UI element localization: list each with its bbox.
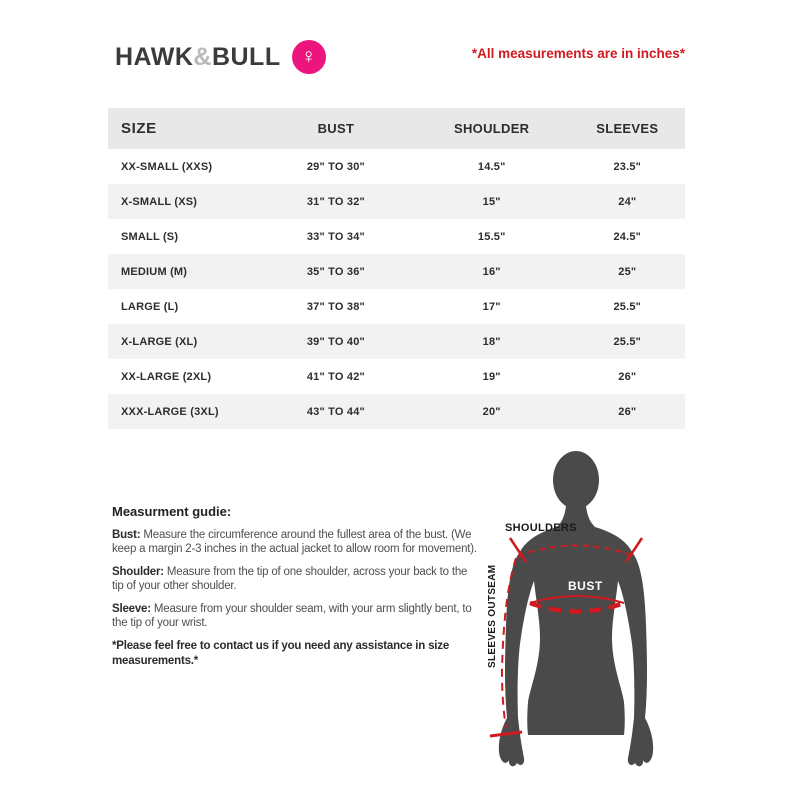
brand-name (115, 42, 281, 71)
table-row (108, 394, 685, 429)
shoulder-cell: 17" (482, 300, 501, 313)
size-cell: SMALL (S) (121, 230, 179, 243)
size-cell: LARGE (L) (121, 300, 179, 313)
bust-cell: 41" TO 42" (306, 370, 365, 383)
guide-bust-paragraph (112, 528, 480, 557)
sleeves-cell: 25" (618, 265, 637, 278)
brand-name-secondary: BULL (211, 42, 281, 71)
guide-title: Measurment gudie: (112, 504, 232, 519)
shoulder-cell: 16" (482, 265, 501, 278)
sleeves-cell: 25.5" (613, 300, 642, 313)
shoulders-label: SHOULDERS (505, 522, 577, 534)
column-header-shoulder: SHOULDER (454, 121, 530, 136)
body-silhouette-figure (462, 430, 702, 780)
table-row (108, 324, 685, 359)
measurement-guide (112, 505, 480, 677)
shoulder-cell: 20" (482, 405, 501, 418)
table-header-row (108, 108, 685, 149)
sleeves-cell: 24" (618, 195, 637, 208)
female-icon (292, 40, 326, 74)
sleeves-cell: 26" (618, 370, 637, 383)
sleeves-cell: 23.5" (613, 160, 642, 173)
bust-cell: 33" TO 34" (306, 230, 365, 243)
brand-name-primary: HAWK (115, 42, 194, 71)
shoulder-cell: 15" (482, 195, 501, 208)
bust-cell: 39" TO 40" (306, 335, 365, 348)
brand-ampersand: & (193, 42, 212, 71)
measurement-diagram (462, 430, 702, 780)
size-cell: XX-SMALL (XXS) (121, 160, 213, 173)
guide-shoulder-text: Measure from the tip of one shoulder, across your back to the tip of your other shoulder. (112, 565, 468, 592)
measurements-unit-note: *All measurements are in inches* (471, 46, 685, 61)
guide-bust-text: Measure the circumference around the fullest area of the bust. (We keep a margin 2-3 inches in the actual jacket to allow room for movement). (112, 528, 477, 555)
shoulder-cell: 18" (482, 335, 501, 348)
size-cell: XXX-LARGE (3XL) (121, 405, 219, 418)
silhouette-body (499, 494, 653, 766)
female-symbol: ♀ (300, 45, 317, 68)
guide-shoulder-paragraph (112, 565, 480, 594)
size-chart-table (108, 108, 685, 429)
bust-label: BUST (568, 579, 603, 593)
table-row (108, 254, 685, 289)
sleeves-cell: 24.5" (613, 230, 642, 243)
guide-sleeve-paragraph (112, 602, 480, 631)
guide-sleeve-label: Sleeve: (112, 602, 151, 615)
bust-cell: 43" TO 44" (306, 405, 365, 418)
size-cell: MEDIUM (M) (121, 265, 188, 278)
shoulder-cell: 15.5" (477, 230, 506, 243)
size-cell: X-SMALL (XS) (121, 195, 198, 208)
size-cell: XX-LARGE (2XL) (121, 370, 212, 383)
guide-sleeve-text: Measure from your shoulder seam, with your arm slightly bent, to the tip of your wrist. (112, 602, 472, 629)
bust-cell: 31" TO 32" (306, 195, 365, 208)
guide-bust-label: Bust: (112, 528, 141, 541)
sleeves-outseam-label: SLEEVES OUTSEAM (487, 564, 498, 668)
sleeves-cell: 25.5" (613, 335, 642, 348)
sleeves-cell: 26" (618, 405, 637, 418)
guide-footnote: *Please feel free to contact us if you need any assistance in size measurements.* (112, 639, 450, 667)
table-row (108, 359, 685, 394)
table-row (108, 219, 685, 254)
bust-cell: 29" TO 30" (306, 160, 365, 173)
bust-cell: 35" TO 36" (306, 265, 365, 278)
brand-logo (115, 40, 326, 74)
guide-shoulder-label: Shoulder: (112, 565, 164, 578)
size-cell: X-LARGE (XL) (121, 335, 198, 348)
table-row (108, 149, 685, 184)
shoulder-cell: 14.5" (477, 160, 506, 173)
bust-cell: 37" TO 38" (306, 300, 365, 313)
table-row (108, 289, 685, 324)
column-header-bust: BUST (317, 121, 355, 136)
column-header-size: SIZE (121, 120, 157, 137)
shoulder-cell: 19" (482, 370, 501, 383)
column-header-sleeves: SLEEVES (596, 121, 659, 136)
table-row (108, 184, 685, 219)
